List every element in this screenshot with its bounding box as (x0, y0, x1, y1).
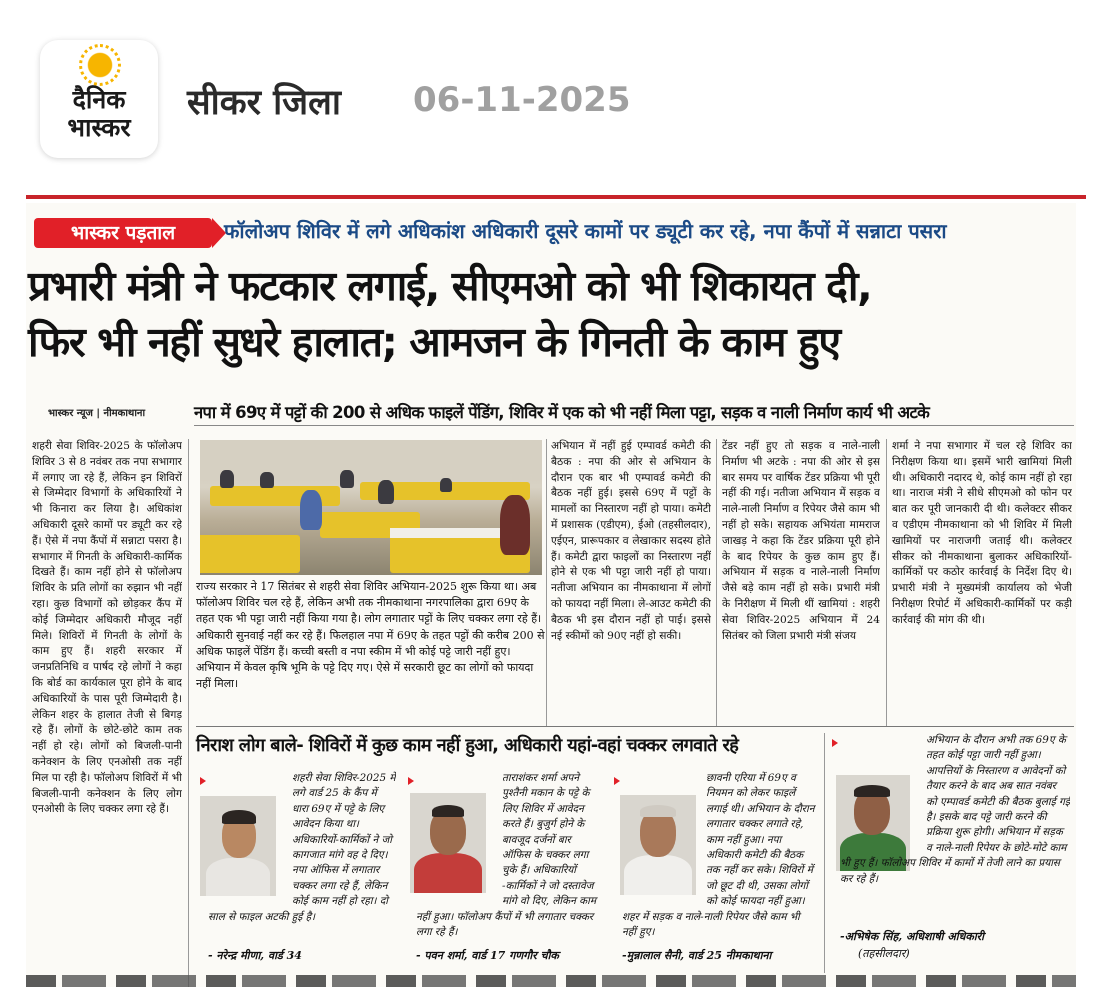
cut-off-next-headline (26, 975, 1076, 987)
article-column-left: शहरी सेवा शिविर-2025 के फॉलोअप शिविर 3 से 8 नवंबर तक नपा सभागार में लगाए जा रहे हैं, लेकिन इन शिविरों से जिम्मेदार विभागों के अधिकारियों ने भी किनारा कर लिया है। अधिकांश अधिकारी दूसरे कामों पर ड्यूटी कर रहे हैं। ऐसे में नपा कैंपों में सन्नाटा पसरा है। सभागार में गिनती के अधिकारी-कार्मिक दिखते हैं। काम नहीं होने से फॉलोअप शिविर के प्रति लोगों का रुझान भी नहीं रहा। कुछ विभागों को छोड़कर कैंप में कोई जिम्मेदार अधिकारी मौजूद नहीं मिले। शिविरों में गिनती के लोगों के काम हुए हैं। शहरी सरकार में जनप्रतिनिधि व पार्षद रहे लोगों ने कहा कि बोर्ड का कार्यकाल पूरा होने के बाद अधिकारियों के पास पूरी जिम्मेदारी है। लेकिन शहर के हालात तेजी से बिगड़ रहे हैं। लोगों के छोटे-छोटे काम तक नहीं हो रहे। लोगों को बिजली-पानी कनेक्शन के लिए एनओसी तक नहीं मिल पा रही है। फॉलोअप शिविरों में भी बिजली-पानी कनेक्शन के लिए लोग एनओसी के लिए चक्कर लगा रहे हैं। (32, 440, 182, 816)
header-divider (26, 195, 1086, 199)
triangle-bullet-icon (200, 777, 206, 785)
quote-2-text: ताराशंकर शर्मा अपने पुश्तैनी मकान के पट्टे के लिए शिविर में आवेदन करते हैं। बुजुर्ग होने के बावजूद दर्जनों बार ऑफिस के चक्कर लगा चुके हैं। अधिकारियों -कार्मिकों ने जो दस्तावेज मांगे वो दिए, लेकिन काम नहीं हुआ। फॉलोअप कैंपों में भी लगातार चक्कर लगा रहे हैं। (416, 772, 597, 939)
edition-title: सीकर जिला (187, 83, 341, 123)
logo-text-line2: भास्कर (67, 113, 131, 142)
column-divider (824, 733, 825, 973)
byline: भास्कर न्यूज | नीमकाथाना (48, 408, 146, 419)
quote-1-name: - नरेन्द्र मीणा, वार्ड 34 (208, 949, 302, 962)
kicker-text: फॉलोअप शिविर में लगे अधिकांश अधिकारी दूसरे कामों पर ड्यूटी कर रहे, नपा कैंपों में सन्नाटा पसरा (224, 219, 947, 243)
quote-4-name: -अभिषेक सिंह, अधिशाषी अधिकारी (840, 930, 985, 943)
headline-line-1: प्रभारी मंत्री ने फटकार लगाई, सीएमओ को भी शिकायत दी, (28, 262, 872, 310)
logo-text-line1: दैनिक (72, 85, 126, 114)
column-divider (188, 439, 189, 987)
edition-date: 06-11-2025 (413, 80, 631, 120)
quote-3-text: छावनी एरिया में 69ए व नियमन को लेकर फाइलें लगाई थी। अभियान के दौरान लगातार चक्कर लगाते रहे, काम नहीं हुआ। नपा अधिकारी कमेटी की बैठक तक नहीं कर सके। शिविरों में जो छूट दी थी, उसका लोगों को कोई फायदा नहीं हुआ। शहर में सड़क व नाले-नाली रिपेयर जैसे काम भी नहीं हुए। (622, 772, 815, 939)
subheadline: नपा में 69ए में पट्टों की 200 से अधिक फाइलें पेंडिंग, शिविर में एक को भी नहीं मिला पट्टा, सड़क व नाली निर्माण कार्य भी अटके (194, 400, 1074, 426)
article-column-right-1: टेंडर नहीं हुए तो सड़क व नाले-नाली निर्माण भी अटके : नपा की ओर से इस बार समय पर वार्षिक टेंडर प्रक्रिया भी पूरी नहीं की गई। नतीजा अभियान में सड़क व नाले-नाली निर्माण व रिपेयर जैसे काम भी नहीं हो सके। सहायक अभियंता मामराज जाखड़ ने कहा कि टेंडर प्रक्रिया पूरी होने के बाद रिपेयर के कुछ काम हुए हैं। अभियान में सड़क व नाले-नाली निर्माण जैसे बड़े काम नहीं हो सके। प्रभारी मंत्री के निरीक्षण में मिली थीं खामियां : शहरी सेवा शिविर-2025 अभियान में 24 सितंबर को जिला प्रभारी मंत्री संजय (722, 440, 880, 642)
triangle-bullet-icon (832, 739, 838, 747)
quote-3-name: -मुन्नालाल सैनी, वार्ड 25 नीमकाथाना (622, 949, 772, 962)
column-divider (546, 439, 547, 727)
triangle-bullet-icon (614, 777, 620, 785)
triangle-bullet-icon (408, 777, 414, 785)
sun-icon (85, 50, 115, 80)
section-heading: निराश लोग बाले- शिविरों में कुछ काम नहीं हुआ, अधिकारी यहां-वहां चक्कर लगवाते रहे (196, 735, 739, 756)
quote-4-text: अभियान के दौरान अभी तक 69ए के तहत कोई पट्टा जारी नहीं हुआ। आपत्तियों के निस्तारण व आवेदनों को तैयार करने के बाद अब सात नवंबर को एम्पावर्ड कमेटी की बैठक बुलाई गई है। इसके बाद पट्टे जारी करने की प्रक्रिया शुरू होगी। अभियान में सड़क व नाले-नाली रिपेयर के छोटे-मोटे काम भी हुए हैं। फॉलोअप शिविर में कामों में तेजी लाने का प्रयास कर रहे हैं। (840, 734, 1070, 885)
headline-line-2: फिर भी नहीं सुधरे हालात; आमजन के गिनती के काम हुए (28, 318, 840, 366)
brand-logo[interactable] (40, 40, 158, 158)
kicker-badge: भास्कर पड़ताल (34, 218, 212, 248)
article-column-right-2: शर्मा ने नपा सभागार में चल रहे शिविर का निरीक्षण किया था। इसमें भारी खामियां मिली थी। अधिकारी नदारद थे, कोई काम नहीं हो रहा था। नाराज मंत्री ने सीधे सीएमओ को फोन पर बात कर पूरी जानकारी दी थी। कलेक्टर सीकर व एडीएम नीमकाथाना को भी शिविर में मिली खामियों पर नाराजगी जताई थी। कलेक्टर सीकर को नीमकाथाना बुलाकर अधिकारियों-कार्मिकों पर कठोर कार्रवाई के निर्देश दिए थे। प्रभारी मंत्री ने मुख्यमंत्री कार्यालय को भेजी निरीक्षण रिपोर्ट में अधिकारी-कार्मिकों पर कड़ी कार्रवाई की मांग की थी। (892, 440, 1072, 626)
photo-caption: राज्य सरकार ने 17 सितंबर से शहरी सेवा शिविर अभियान-2025 शुरू किया था। अब फॉलोअप शिविर चल रहे हैं, लेकिन अभी तक नीमकाथाना नगरपालिका द्वारा 69ए के तहत एक भी पट्टा जारी नहीं किया गया है। लोग लगातार पट्टों के लिए चक्कर लगा रहे हैं। अधिकारी सुनवाई नहीं कर रहे हैं। फिलहाल नपा में 69ए के तहत पट्टों की करीब 200 से अधिक फाइलें पेंडिंग हैं। कच्ची बस्ती व नपा स्कीम में भी कोई पट्टे जारी नहीं हुए। अभियान में केवल कृषि भूमि के पट्टे दिए गए। ऐसे में सरकारी छूट का लोगों को फायदा नहीं मिला। (196, 580, 545, 691)
headline (28, 258, 1074, 370)
newspaper-clipping[interactable] (26, 203, 1076, 987)
column-divider (716, 439, 717, 727)
quote-4-role: (तहसीलदार) (858, 947, 910, 960)
article-column-middle: अभियान में नहीं हुई एम्पावर्ड कमेटी की बैठक : नपा की ओर से अभियान के दौरान एक बार भी एम्पावर्ड कमेटी की बैठक नहीं हुई। इससे 69ए में पट्टों के मामलों का निस्तारण नहीं हो पाया। कमेटी में प्रशासक (एडीएम), ईओ (तहसीलदार), एईएन, प्रारूपकार व लेखाकार सदस्य होते हैं। कमेटी द्वारा फाइलों का निस्तारण नहीं होने से एक भी पट्टा जारी नहीं हो पाया। नतीजा अभियान का नीमकाथाना में लोगों को फायदा नहीं मिला। ले-आउट कमेटी की बैठक भी इस दौरान नहीं हो पाई। इससे नई स्कीमों को 90ए नहीं हो सकी। (551, 440, 711, 642)
quote-1-text: शहरी सेवा शिविर-2025 में लगे वार्ड 25 के कैंप में धारा 69ए में पट्टे के लिए आवेदन किया था। अधिकारियों-कार्मिकों ने जो कागजात मांगे वह दे दिए। नपा ऑफिस में लगातार चक्कर लगा रहे हैं, लेकिन कोई काम नहीं हो रहा। दो साल से फाइल अटकी हुई है। (208, 772, 396, 923)
camp-photo (200, 440, 542, 575)
section-divider (196, 726, 1074, 727)
quote-2-name: - पवन शर्मा, वार्ड 17 गणगौर चौक (416, 949, 559, 962)
column-divider (886, 439, 887, 727)
